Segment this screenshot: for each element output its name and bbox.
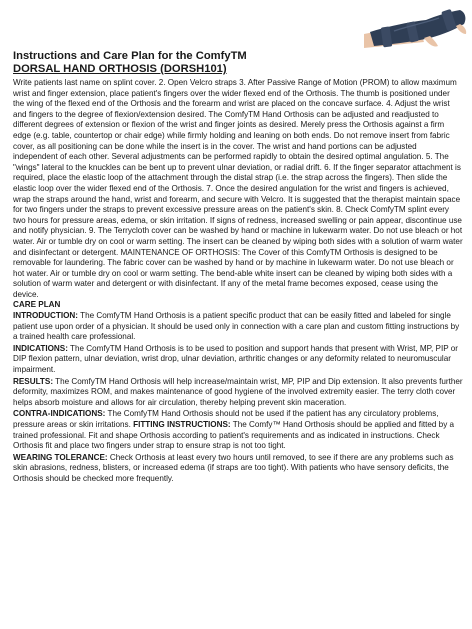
indications-section	[13, 344, 463, 376]
document-title: Instructions and Care Plan for the ComfyTM	[13, 50, 247, 62]
fitting-text: The Comfy™ Hand Orthosis should be applied and fitted by a trained professional. Fit and shape Orthosis according to patient's requirements and as indicated in instructions. Check Orthosis fit and place two fingers under strap to ensure strap is not too tight.	[13, 420, 455, 451]
introduction-label: INTRODUCTION:	[13, 311, 78, 321]
wearing-label: WEARING TOLERANCE:	[13, 452, 108, 462]
care-plan-heading: CARE PLAN	[13, 300, 61, 310]
results-section	[13, 377, 463, 409]
document-subtitle: DORSAL HAND ORTHOSIS (DORSH101)	[13, 63, 227, 75]
wearing-text: Check Orthosis at least every two hours until removed, to see if there are any problems such as skin abrasions, redness, blisters, or increased edema (if straps are too tight). With patients who have sensory deficits, the Orthosis should be checked more frequently.	[13, 452, 454, 483]
results-text: The ComfyTM Hand Orthosis will help increase/maintain wrist, MP, PIP and Dip extension. It also prevents further deformity, maximizes ROM, and makes maintenance of good hygiene of the involved extremity easier. The terry cloth cover helps absorb moisture and allows for air circulation, thereby helping prevent skin maceration.	[13, 376, 463, 407]
fingertips-shape	[456, 24, 466, 34]
thumb-shape	[424, 36, 438, 47]
contra-text: The ComfyTM Hand Orthosis should not be used if the patient has any circulatory problems, pressure areas or skin irritations.	[13, 409, 439, 429]
introduction-section	[13, 311, 463, 343]
contra-label: CONTRA-INDICATIONS:	[13, 409, 106, 419]
document-body	[13, 50, 463, 486]
indications-text: The ComfyTM Hand Orthosis is to be used to position and support hands that present with Wrist, MP, PIP or DIP flexion pattern, ulnar deviation, wrist drop, ulnar deviation, arthritic changes or any deformity related to neuromuscular impairment.	[13, 343, 458, 375]
instructions-paragraph: Write patients last name on splint cover. 2. Open Velcro straps 3. After Passive Range of Motion (PROM) to allow maximum wrist and finger extension, place patient's fingers over the wider flexed end of the Orthosis. The thumb is positioned under the wing of the flexed end of the Orthosis and the forearm and wrist are placed on the concave surface. 4. Adjust the wrist and fingers to the degree of flexion/extension desired. The ComfyTM Hand Orthosis can be adjusted and readjusted to different degrees of extension or flexion of the wrist and finger joints as desired. Merely press the Orthosis against a firm edge (e.g. table, countertop or chair edge) while firmly holding and leaning on both ends. Do not remove insert from fabric cover, as all positioning can be done while the insert is in the cover. The wrist and hand portions can be adjusted independent of each other. Several adjustments can be performed rapidly to obtain the desired optimal angulation. 5. The "wings" lateral to the knuckles can be bent up to prevent ulnar deviation, or radial drift. 6. If the finger separator attachment is required, place the elastic loop of the attachment through the distal strap (i.e. the strap across the fingers). Then slide the elastic loop over the wider flexed end of the Orthosis. 7. Once the desired angulation for the wrist and fingers is achieved, wrap the straps around the hand, wrist and forearm, and secure with Velcro. It is suggested that the therapist maintain space for two fingers under the straps to prevent excessive pressure areas on the patient's skin. 8. Check ComfyTM splint every two hours for pressure areas, edema, or skin irritation. If signs of redness, increased swelling or pain appear, discontinue use and notify physician. 9. The Terrycloth cover can be washed by hand or machine in lukewarm water. Do not use bleach or hot water. Air or tumble dry on cool or warm setting. The insert can be cleaned by wiping both sides with a solution of warm water and disinfectant or detergent. MAINTENANCE OF ORTHOSIS: The Cover of this ComfyTM Orthosis is designed to be removable for laundering. The fabric cover can be washed by hand or by machine in lukewarm water. Do not use bleach or hot water. Air or tumble dry on cool or warm setting. The bend-able white insert can be cleaned by wiping both sides with a solution of warm water and detergent or with disinfectant. If any of the metal frame becomes exposed, cease using the device.	[13, 78, 463, 299]
results-label: RESULTS:	[13, 376, 54, 386]
hand-orthosis-photo	[364, 4, 468, 54]
indications-label: INDICATIONS:	[13, 343, 68, 353]
introduction-text: The ComfyTM Hand Orthosis is a patient specific product that can be easily fitted and labeled for single patient use upon order of a physician. It should be used only in connection with a care plan and custom fitting instructions by a trained health care professional.	[13, 311, 460, 342]
fitting-label: FITTING INSTRUCTIONS:	[133, 420, 231, 429]
contra-fitting-section	[13, 409, 463, 451]
wearing-section	[13, 453, 463, 485]
